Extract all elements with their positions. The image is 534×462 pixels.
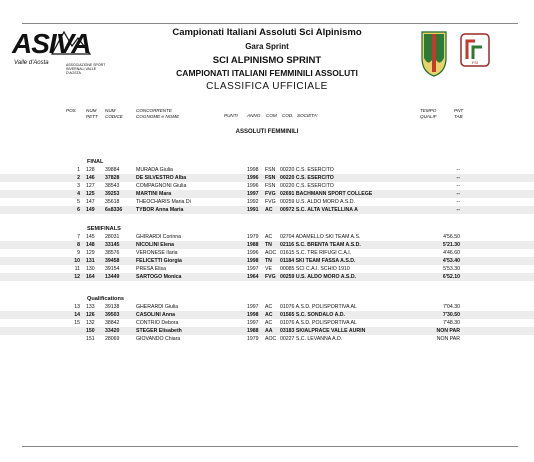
table-row	[0, 174, 534, 182]
cell-tempo: --	[456, 191, 460, 197]
col-com: COM	[266, 113, 277, 118]
cell-com: FVG	[265, 199, 276, 205]
asiva-logo-text: ASIVA	[12, 28, 91, 59]
cell-cod: 39458	[105, 258, 120, 264]
cell-pos: 13	[74, 304, 80, 310]
cell-tempo: 4'53.40	[442, 258, 460, 264]
col-num-pett: NUM PETT	[86, 108, 98, 119]
cell-pett: 145	[86, 234, 95, 240]
table-row	[0, 257, 534, 265]
table-row	[0, 166, 534, 174]
cell-name: TYBOR Anna Maria	[136, 207, 184, 213]
cell-tempo: 4'56.50	[443, 234, 460, 240]
table-row	[0, 190, 534, 198]
cell-tempo: 6'52.10	[442, 274, 460, 280]
cell-pos: 7	[77, 234, 80, 240]
cell-cod: 38842	[105, 320, 120, 326]
cell-com: FSN	[265, 183, 276, 189]
cell-soc: 00220 C.S. ESERCITO	[280, 167, 334, 173]
cell-anno: 1988	[247, 328, 259, 334]
cell-anno: 1979	[247, 336, 259, 342]
cell-anno: 1997	[247, 320, 259, 326]
cell-pett: 126	[86, 312, 95, 318]
cell-pett: 127	[86, 183, 95, 189]
cell-anno: 1988	[247, 242, 259, 248]
col-anno: ANNO	[247, 113, 261, 118]
cell-name: NICOLINI Elena	[136, 242, 175, 248]
cell-name: GHERARDI Giulia	[136, 304, 179, 310]
cell-com: AOC	[265, 336, 277, 342]
asiva-logo-subtitle: ASSOCIAZIONE SPORT INVERNALI VALLE D'AOSTA	[66, 63, 106, 75]
cell-cod: 35618	[105, 199, 120, 205]
cell-name: PRESA Elisa	[136, 266, 166, 272]
cell-pett: 151	[86, 336, 95, 342]
cell-pos: 14	[74, 312, 80, 318]
discipline-title: SCI ALPINISMO SPRINT	[212, 55, 322, 66]
cell-soc: 00972 S.C. ALTA VALTELLINA A	[280, 207, 358, 213]
cell-soc: 00259 U.S. ALDO MORO A.S.D.	[280, 274, 357, 280]
cell-anno: 1998	[247, 258, 259, 264]
cell-com: VE	[265, 266, 272, 272]
cell-pett: 146	[86, 175, 95, 181]
cell-com: FSN	[265, 167, 276, 173]
cell-soc: 01184 SKI TEAM FASSA A.S.D.	[280, 258, 356, 264]
cell-soc: 01565 S.C. SONDALO A.D.	[280, 312, 345, 318]
cell-pos: 8	[77, 242, 80, 248]
group-label: FINAL	[87, 159, 104, 165]
table-row	[0, 327, 534, 335]
cell-cod: 38543	[105, 183, 120, 189]
cell-pos: 3	[77, 183, 80, 189]
cell-pett: 128	[86, 167, 95, 173]
cell-tempo: 5'21.30	[442, 242, 460, 248]
table-row	[0, 249, 534, 257]
cell-anno: 1998	[247, 312, 259, 318]
cell-pos: 9	[77, 250, 80, 256]
col-cod: COD.	[282, 113, 294, 118]
cell-name: MARTINI Mara	[136, 191, 172, 197]
cell-pos: 6	[77, 207, 80, 213]
cell-cod: 39253	[105, 191, 120, 197]
cell-tempo: --	[456, 199, 460, 205]
top-rule	[22, 23, 518, 24]
table-row	[0, 206, 534, 214]
cell-anno: 1979	[247, 234, 259, 240]
section-title: ASSOLUTI FEMMINILI	[235, 129, 299, 135]
cell-name: FELICETTI Giorgia	[136, 258, 182, 264]
cell-name: GIOVANDO Chiara	[136, 336, 181, 342]
cell-cod: 28031	[105, 234, 120, 240]
cell-anno: 1992	[247, 199, 259, 205]
asiva-logo-region: Valle d'Aosta	[14, 60, 49, 66]
cell-soc: 00220 C.S. ESERCITO	[280, 183, 334, 189]
cell-name: VERONESE Ilaria	[136, 250, 178, 256]
cell-name: DE SILVESTRO Alba	[136, 175, 187, 181]
race-type: Gara Sprint	[245, 42, 289, 51]
table-row	[0, 265, 534, 273]
cell-soc: 00259 U.S. ALDO MORO A.S.D.	[280, 199, 355, 205]
cell-pett: 148	[86, 242, 95, 248]
table-row	[0, 335, 534, 343]
cell-pett: 132	[86, 320, 95, 326]
cell-name: CASOLINI Anna	[136, 312, 176, 318]
cell-com: TN	[265, 258, 272, 264]
cell-name: MURADA Giulia	[136, 167, 173, 173]
cell-tempo: --	[456, 175, 460, 181]
col-concorrente: CONCORRENTE COGNOME e NOME	[136, 108, 180, 119]
cell-soc: 02691 BACHMANN SPORT COLLEGE	[280, 191, 373, 197]
table-row	[0, 182, 534, 190]
cell-name: THEOCHARIS Maria Di	[136, 199, 191, 205]
cell-tempo: --	[456, 183, 460, 189]
cell-pett: 164	[86, 274, 95, 280]
cell-pos: 11	[74, 266, 80, 272]
cell-anno: 1964	[247, 274, 259, 280]
cell-tempo: NON PAR	[436, 336, 460, 342]
cell-com: AC	[265, 312, 273, 318]
group-label: SEMIFINALS	[87, 226, 121, 232]
table-row	[0, 241, 534, 249]
col-societa: SOCIETA'	[297, 113, 318, 118]
cell-soc: 03183 SKIALPRACE VALLE AURIN	[280, 328, 366, 334]
cell-cod: 39884	[105, 167, 120, 173]
cell-com: TN	[265, 242, 272, 248]
cell-name: COMPAGNONI Giulia	[136, 183, 187, 189]
cell-cod: 28069	[105, 336, 120, 342]
cell-com: AA	[265, 328, 273, 334]
cell-anno: 1997	[247, 266, 259, 272]
cell-tempo: --	[456, 207, 460, 213]
col-tempo: TEMPO QUALIF	[420, 108, 437, 119]
cell-pett: 147	[86, 199, 95, 205]
cell-com: AC	[265, 304, 273, 310]
cell-pett: 149	[86, 207, 95, 213]
cell-soc: 01076 A.S.D. POLISPORTIVA AL	[280, 320, 357, 326]
cell-pos: 5	[77, 199, 80, 205]
col-pos: POS	[66, 108, 76, 113]
cell-soc: 00227 S.C. LEVANNA A.D.	[280, 336, 343, 342]
cell-com: AC	[265, 207, 273, 213]
cell-soc: 00085 SCI C.A.I. SCHIO 1910	[280, 266, 350, 272]
col-num-codice: NUM CODICE	[105, 108, 123, 119]
cell-anno: 1996	[247, 250, 259, 256]
cell-name: STEGER Elisabeth	[136, 328, 182, 334]
table-row	[0, 319, 534, 327]
cell-pett: 131	[86, 258, 95, 264]
cell-anno: 1997	[247, 191, 259, 197]
cell-cod: 13449	[105, 274, 120, 280]
cell-name: GHIRARDI Corinna	[136, 234, 181, 240]
cell-anno: 1991	[247, 207, 259, 213]
cell-tempo: 5'53.30	[443, 266, 460, 272]
table-row	[0, 303, 534, 311]
cell-cod: 38576	[105, 250, 120, 256]
document-title: CLASSIFICA UFFICIALE	[206, 81, 328, 92]
championship-title: Campionati Italiani Assoluti Sci Alpinismo	[172, 27, 362, 38]
cell-pos: 2	[77, 175, 80, 181]
cell-com: AC	[265, 234, 273, 240]
cell-anno: 1997	[247, 304, 259, 310]
col-punti: PUNTI	[224, 113, 238, 118]
cell-pett: 150	[86, 328, 95, 334]
cell-pos: 15	[74, 320, 80, 326]
cell-cod: 39503	[105, 312, 120, 318]
table-row	[0, 233, 534, 241]
cell-name: CONTRIO Debora	[136, 320, 179, 326]
cell-tempo: 4'46.60	[443, 250, 460, 256]
col-pnt: PNT TAB	[454, 108, 464, 119]
cell-soc: 02704 ADAMELLO SKI TEAM A.S.	[280, 234, 361, 240]
cell-tempo: 7'04.30	[443, 304, 460, 310]
cell-pos: 1	[77, 167, 80, 173]
cell-tempo: --	[456, 167, 460, 173]
cell-name: SARTOGO Monica	[136, 274, 182, 280]
cell-cod: 33420	[105, 328, 120, 334]
table-row	[0, 311, 534, 319]
cell-cod: 37828	[105, 175, 120, 181]
cell-pos: 10	[74, 258, 80, 264]
cell-anno: 1996	[247, 175, 259, 181]
cell-cod: 6s8336	[105, 207, 123, 213]
cell-com: FVG	[265, 191, 276, 197]
cell-soc: 01615 S.C. TRE RIFUGI C.A.I.	[280, 250, 352, 256]
cell-tempo: 7'30.50	[442, 312, 460, 318]
table-row	[0, 273, 534, 281]
cell-cod: 39138	[105, 304, 120, 310]
cell-anno: 1996	[247, 183, 259, 189]
bottom-rule	[22, 446, 518, 447]
cell-soc: 02116 S.C. BRENTA TEAM A.S.D.	[280, 242, 361, 248]
fsi-logo-text: FSI	[471, 60, 479, 65]
cell-tempo: NON PAR	[436, 328, 460, 334]
cell-com: FVG	[265, 274, 276, 280]
group-label: Qualifications	[87, 296, 124, 302]
cell-cod: 39154	[105, 266, 120, 272]
cell-anno: 1998	[247, 167, 259, 173]
cell-com: FSN	[265, 175, 276, 181]
cell-com: AOC	[265, 250, 277, 256]
cell-pett: 133	[86, 304, 95, 310]
cell-pett: 130	[86, 266, 95, 272]
column-headers	[0, 108, 534, 126]
cell-soc: 01076 A.S.D. POLISPORTIVA AL	[280, 304, 357, 310]
table-row	[0, 198, 534, 206]
cell-tempo: 7'48.30	[443, 320, 460, 326]
cell-com: AC	[265, 320, 273, 326]
cell-pett: 129	[86, 250, 95, 256]
cell-soc: 00220 C.S. ESERCITO	[280, 175, 334, 181]
cell-pos: 4	[77, 191, 80, 197]
cell-pos: 12	[74, 274, 80, 280]
cell-cod: 33145	[105, 242, 120, 248]
cell-pett: 125	[86, 191, 95, 197]
category-title: CAMPIONATI ITALIANI FEMMINILI ASSOLUTI	[176, 68, 358, 78]
